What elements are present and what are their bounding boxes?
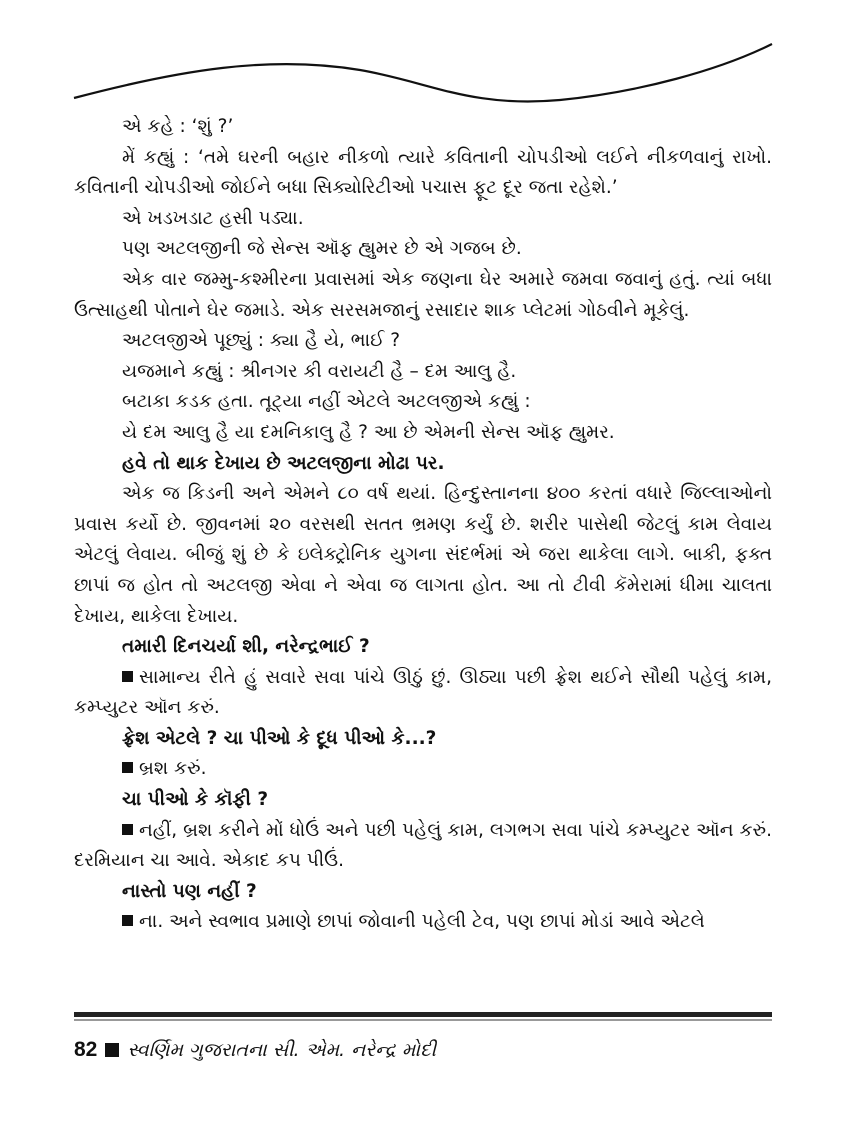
question-heading: ફ્રેશ એટલે ? ચા પીઓ કે દૂધ પીઓ કે...? [122,727,437,749]
answer-paragraph [74,907,772,938]
book-title: સ્વર્ણિમ ગુજરાતના સી. એમ. નરેન્દ્ર મોદી [127,1039,437,1061]
page-body [74,112,772,938]
answer-paragraph [74,816,772,877]
paragraph: એ કહે : ‘શું ?’ [122,116,234,137]
square-bullet-icon [105,1043,119,1057]
answer-text: ના. અને સ્વભાવ પ્રમાણે છાપાં જોવાની પહેલી ટેવ, પણ છાપાં મોડાં આવે એટલે [139,911,705,933]
header-wave-decoration [0,0,858,120]
square-bullet-icon [122,762,133,773]
answer-paragraph [74,663,772,724]
square-bullet-icon [122,671,133,682]
answer-text: બ્રશ કરું. [139,758,207,780]
question-heading: ચા પીઓ કે કૉફી ? [122,789,269,811]
paragraph: બટાકા કડક હતા. તૂટ્યા નહીં એટલે અટલજીએ કહ્યું : [122,391,531,413]
question-heading: તમારી દિનચર્યા શી, નરેન્દ્રભાઈ ? [122,636,370,658]
paragraph: પણ અટલજીની જે સેન્સ ઑફ હ્યુમર છે એ ગજબ છે. [122,238,522,260]
answer-text: સામાન્ય રીતે હું સવારે સવા પાંચે ઊઠું છું. ઊઠ્યા પછી ફ્રેશ થઈને સૌથી પહેલું કામ, કમ્પ્યુટર ઑન કરું. [74,666,772,719]
footer-rule-thin [74,1019,772,1021]
question-heading: નાસ્તો પણ નહીં ? [122,880,257,902]
square-bullet-icon [122,915,133,926]
question-heading: હવે તો થાક દેખાય છે અટલજીના મોઢા પર. [122,452,445,474]
paragraph: મેં કહ્યું : ‘તમે ઘરની બહાર નીકળો ત્યારે કવિતાની ચોપડીઓ લઈને નીકળવાનું રાખો. કવિતાની ચોપડીઓ જોઈને બધા સિક્યોરિટીઓ પચાસ ફૂટ દૂર જતા રહેશે.’ [74,146,772,199]
paragraph: અટલજીએ પૂછ્યું : ક્યા હૈ યે, ભાઈ ? [122,330,401,352]
paragraph: એ ખડખડાટ હસી પડ્યા. [122,207,304,229]
paragraph: યજમાને કહ્યું : શ્રીનગર કી વરાયટી હૈ – દમ આલુ હૈ. [122,360,517,382]
paragraph: યે દમ આલુ હૈ યા દમનિકાલુ હૈ ? આ છે એમની સેન્સ ઑફ હ્યુમર. [122,421,615,443]
page-footer [74,1034,436,1066]
answer-paragraph [74,754,772,785]
paragraph: એક વાર જમ્મુ-કશ્મીરના પ્રવાસમાં એક જણના ઘેર અમારે જમવા જવાનું હતું. ત્યાં બધા ઉત્સાહથી પોતાને ઘેર જમાડે. એક સરસમજાનું રસાદાર શાક પ્લેટમાં ગોઠવીને મૂકેલું. [74,268,772,321]
answer-text: નહીં, બ્રશ કરીને મોં ધોઉં અને પછી પહેલું કામ, લગભગ સવા પાંચે કમ્પ્યુટર ઑન કરું. દરમિયાન ચા આવે. એકાદ કપ પીઉં. [74,819,772,872]
footer-rule [74,1012,772,1017]
paragraph: એક જ કિડની અને એમને ૮૦ વર્ષ થયાં. હિન્દુસ્તાનના ૪૦૦ કરતાં વધારે જિલ્લાઓનો પ્રવાસ કર્યો છે. જીવનમાં ૨૦ વરસથી સતત ભ્રમણ કર્યું છે. શરીર પાસેથી જેટલું કામ લેવાય એટલું લેવાય. બીજું શું છે કે ઇલેક્ટ્રોનિક યુગના સંદર્ભમાં એ જરા થાકેલા લાગે. બાકી, ફક્ત છાપાં જ હોત તો અટલજી એવા ને એવા જ લાગતા હોત. આ તો ટીવી કૅમેરામાં ધીમા ચાલતા દેખાય, થાકેલા દેખાય. [74,483,772,627]
square-bullet-icon [122,824,133,835]
page-number: 82 [74,1038,98,1061]
